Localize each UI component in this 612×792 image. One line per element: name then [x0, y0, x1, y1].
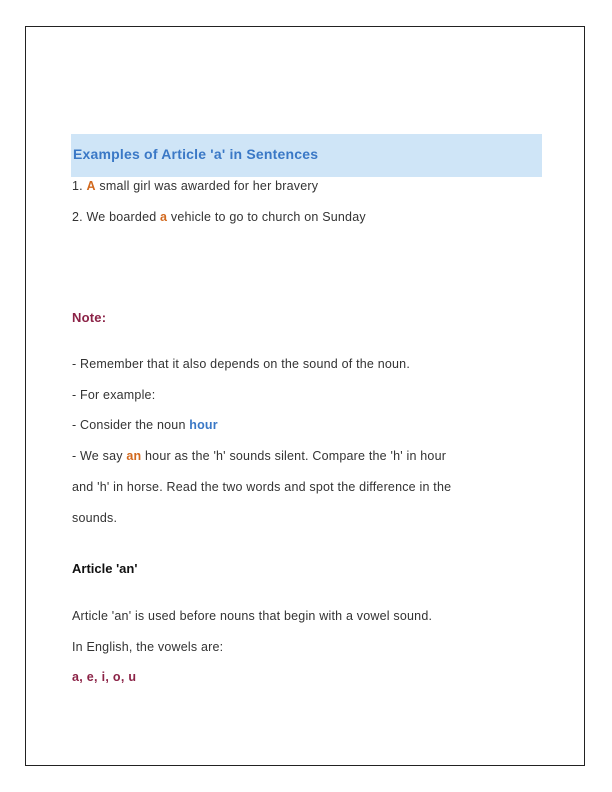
example-2-text: vehicle to go to church on Sunday	[167, 210, 366, 224]
article-an-line-2: In English, the vowels are:	[72, 640, 224, 654]
note-line-2: - For example:	[72, 388, 156, 402]
example-2-text-before: We boarded	[86, 210, 161, 224]
note-line-6: sounds.	[72, 511, 118, 525]
example-1-text: small girl was awarded for her bravery	[95, 179, 319, 193]
example-2-number: 2.	[72, 210, 87, 224]
note-line-3-text: - Consider the noun	[72, 418, 190, 432]
example-1-article: A	[86, 179, 96, 193]
vowels-list: a, e, i, o, u	[72, 670, 137, 684]
example-1-number: 1.	[72, 179, 87, 193]
section-heading: Examples of Article 'a' in Sentences	[73, 146, 319, 162]
article-an-heading: Article 'an'	[72, 561, 138, 576]
note-word-hour: hour	[189, 418, 218, 432]
example-1	[72, 179, 318, 193]
note-line-4-text: hour as the 'h' sounds silent. Compare the 'h' in hour	[141, 449, 447, 463]
article-an-line-1: Article 'an' is used before nouns that begin with a vowel sound.	[72, 609, 433, 623]
example-2	[72, 210, 366, 224]
note-line-4-text-before: - We say	[72, 449, 127, 463]
note-line-5: and 'h' in horse. Read the two words and spot the difference in the	[72, 480, 452, 494]
note-article-an: an	[126, 449, 142, 463]
note-line-3	[72, 418, 218, 432]
note-line-4	[72, 449, 446, 463]
example-2-article: a	[160, 210, 168, 224]
note-line-1: - Remember that it also depends on the sound of the noun.	[72, 357, 410, 371]
note-title: Note:	[72, 310, 107, 325]
